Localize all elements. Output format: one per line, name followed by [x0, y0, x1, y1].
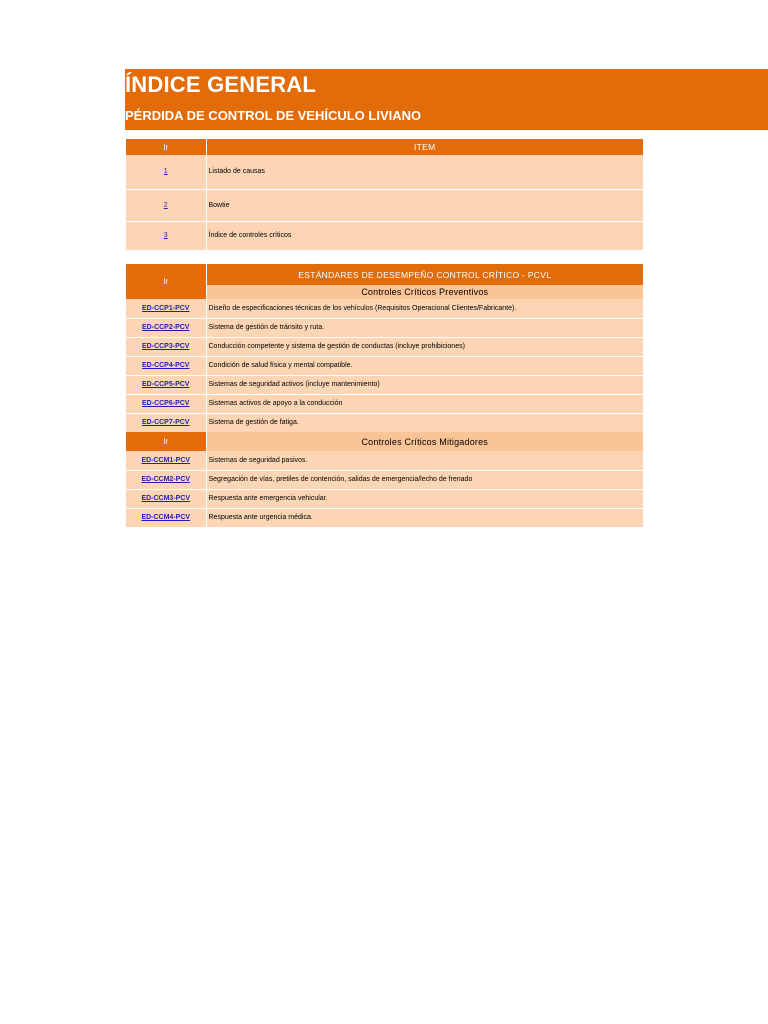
standard-description: Sistema de gestión de tránsito y ruta. — [206, 318, 643, 337]
index-link-2[interactable]: 2 — [126, 189, 206, 221]
standard-description: Respuesta ante urgencia médica. — [206, 508, 643, 527]
table-row — [126, 394, 643, 413]
table-row — [126, 451, 643, 470]
index-header-item: ITEM — [206, 139, 643, 155]
table-row — [126, 318, 643, 337]
standard-link-ccm2[interactable]: ED-CCM2-PCV — [126, 470, 206, 489]
mitigating-controls-label: Controles Críticos Mitigadores — [206, 432, 643, 451]
index-link-1[interactable]: 1 — [126, 155, 206, 189]
standard-link-ccp5[interactable]: ED-CCP5-PCV — [126, 375, 206, 394]
standard-link-ccm1[interactable]: ED-CCM1-PCV — [126, 451, 206, 470]
standard-link-ccp2[interactable]: ED-CCP2-PCV — [126, 318, 206, 337]
table-row — [126, 221, 643, 250]
table-row — [126, 413, 643, 432]
mitigating-header-ir: Ir — [126, 432, 206, 451]
standard-link-ccp7[interactable]: ED-CCP7-PCV — [126, 413, 206, 432]
index-item-text: Bowtie — [206, 189, 643, 221]
standards-header-title: ESTÁNDARES DE DESEMPEÑO CONTROL CRÍTICO - PCVL — [206, 264, 643, 285]
table-row — [126, 508, 643, 527]
standard-link-ccp6[interactable]: ED-CCP6-PCV — [126, 394, 206, 413]
standard-description: Condición de salud física y mental compatible. — [206, 356, 643, 375]
table-row — [126, 356, 643, 375]
standards-header-ir: Ir — [126, 264, 206, 299]
standard-link-ccp1[interactable]: ED-CCP1-PCV — [126, 299, 206, 318]
standard-link-ccp3[interactable]: ED-CCP3-PCV — [126, 337, 206, 356]
index-item-text: Índice de controles críticos — [206, 221, 643, 250]
standard-description: Segregación de vías, pretiles de contención, salidas de emergencia/lecho de frenado — [206, 470, 643, 489]
table-row — [126, 375, 643, 394]
standard-description: Sistema de gestión de fatiga. — [206, 413, 643, 432]
index-item-text: Listado de causas — [206, 155, 643, 189]
table-row — [126, 299, 643, 318]
index-header-ir: Ir — [126, 139, 206, 155]
table-row — [126, 155, 643, 189]
header-banner — [125, 69, 768, 130]
table-row — [126, 189, 643, 221]
index-link-3[interactable]: 3 — [126, 221, 206, 250]
standard-link-ccp4[interactable]: ED-CCP4-PCV — [126, 356, 206, 375]
table-row — [126, 337, 643, 356]
standards-table — [126, 264, 643, 527]
page-subtitle: PÉRDIDA DE CONTROL DE VEHÍCULO LIVIANO — [125, 108, 422, 123]
preventive-controls-label: Controles Críticos Preventivos — [206, 285, 643, 299]
standard-description: Respuesta ante emergencia vehicular. — [206, 489, 643, 508]
standard-description: Diseño de especificaciones técnicas de los vehículos (Requisitos Operacional Clientes/Fabricante). — [206, 299, 643, 318]
standard-description: Conducción competente y sistema de gestión de conductas (incluye prohibiciones) — [206, 337, 643, 356]
standard-description: Sistemas de seguridad activos (incluye mantenimiento) — [206, 375, 643, 394]
index-table — [126, 139, 643, 250]
table-row — [126, 470, 643, 489]
standard-description: Sistemas activos de apoyo a la conducción — [206, 394, 643, 413]
standard-link-ccm3[interactable]: ED-CCM3-PCV — [126, 489, 206, 508]
standard-description: Sistemas de seguridad pasivos. — [206, 451, 643, 470]
page-title: ÍNDICE GENERAL — [125, 72, 317, 97]
standard-link-ccm4[interactable]: ED-CCM4-PCV — [126, 508, 206, 527]
table-row — [126, 489, 643, 508]
